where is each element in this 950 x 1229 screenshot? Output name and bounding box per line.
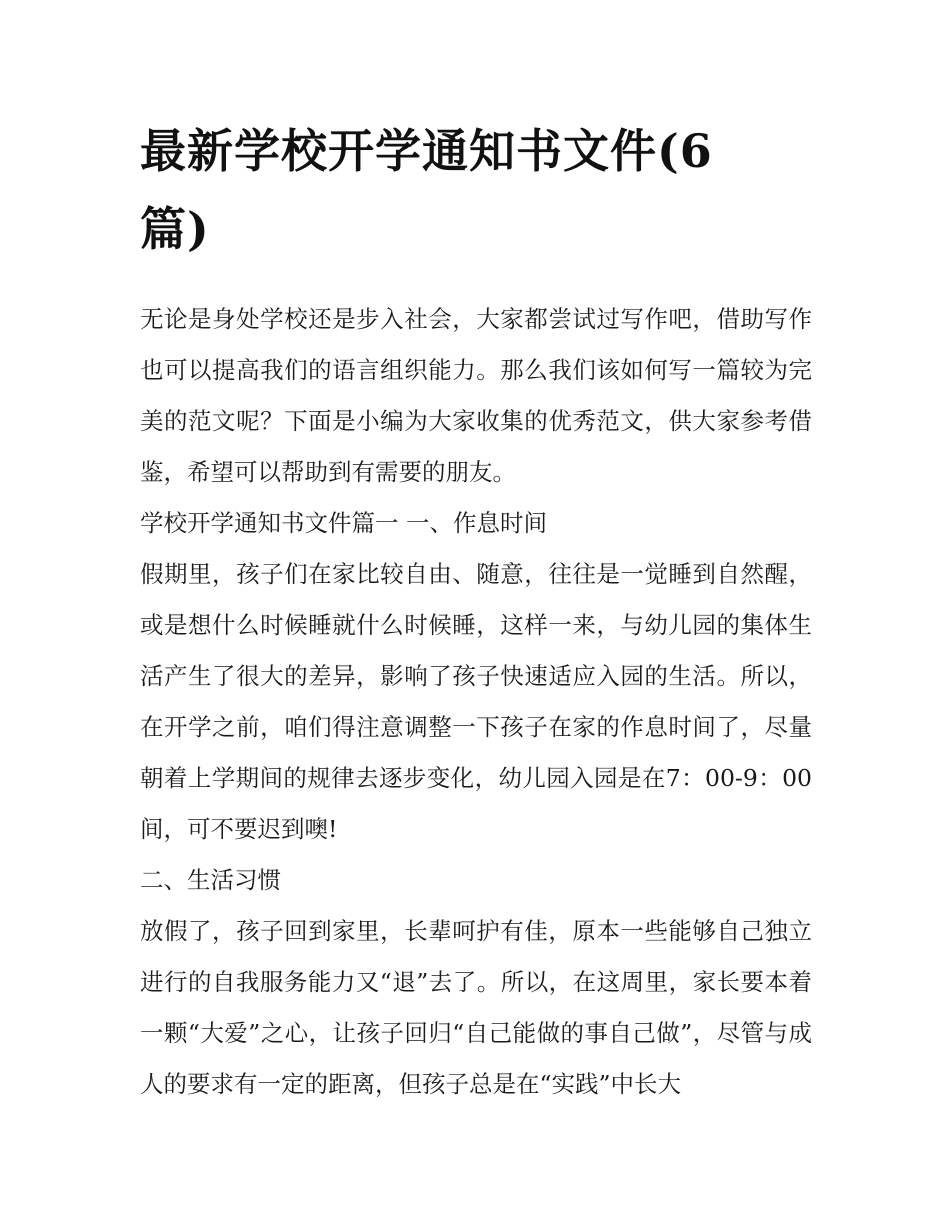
schedule-paragraph: 假期里，孩子们在家比较自由、随意，往往是一觉睡到自然醒，或是想什么时候睡就什么时候睡，这样一来，与幼儿园的集体生活产生了很大的差异，影响了孩子快速适应入园的生活。所以，在开学之前，咱们得注意调整一下孩子在家的作息时间了，尽量朝着上学期间的规律去逐步变化，幼儿园入园是在7：00-9：00间，可不要迟到噢! [140,560,812,843]
intro-paragraph: 无论是身处学校还是步入社会，大家都尝试过写作吧，借助写作也可以提高我们的语言组织能力。那么我们该如何写一篇较为完美的范文呢？下面是小编为大家收集的优秀范文，供大家参考借鉴，希望可以帮助到有需要的朋友。 [140,305,812,486]
document-title: 最新学校开学通知书文件(6篇) [140,124,713,256]
document-page [140,112,812,1110]
section-heading-habits: 二、生活习惯 [140,866,281,894]
section-heading-schedule: 学校开学通知书文件篇一 一、作息时间 [140,509,547,537]
habits-paragraph: 放假了，孩子回到家里，长辈呵护有佳，原本一些能够自己独立进行的自我服务能力又“退”去了。所以，在这周里，家长要本着一颗“大爱”之心，让孩子回归“自己能做的事自己做”，尽管与成人的要求有一定的距离，但孩子总是在“实践”中长大 [140,917,812,1098]
